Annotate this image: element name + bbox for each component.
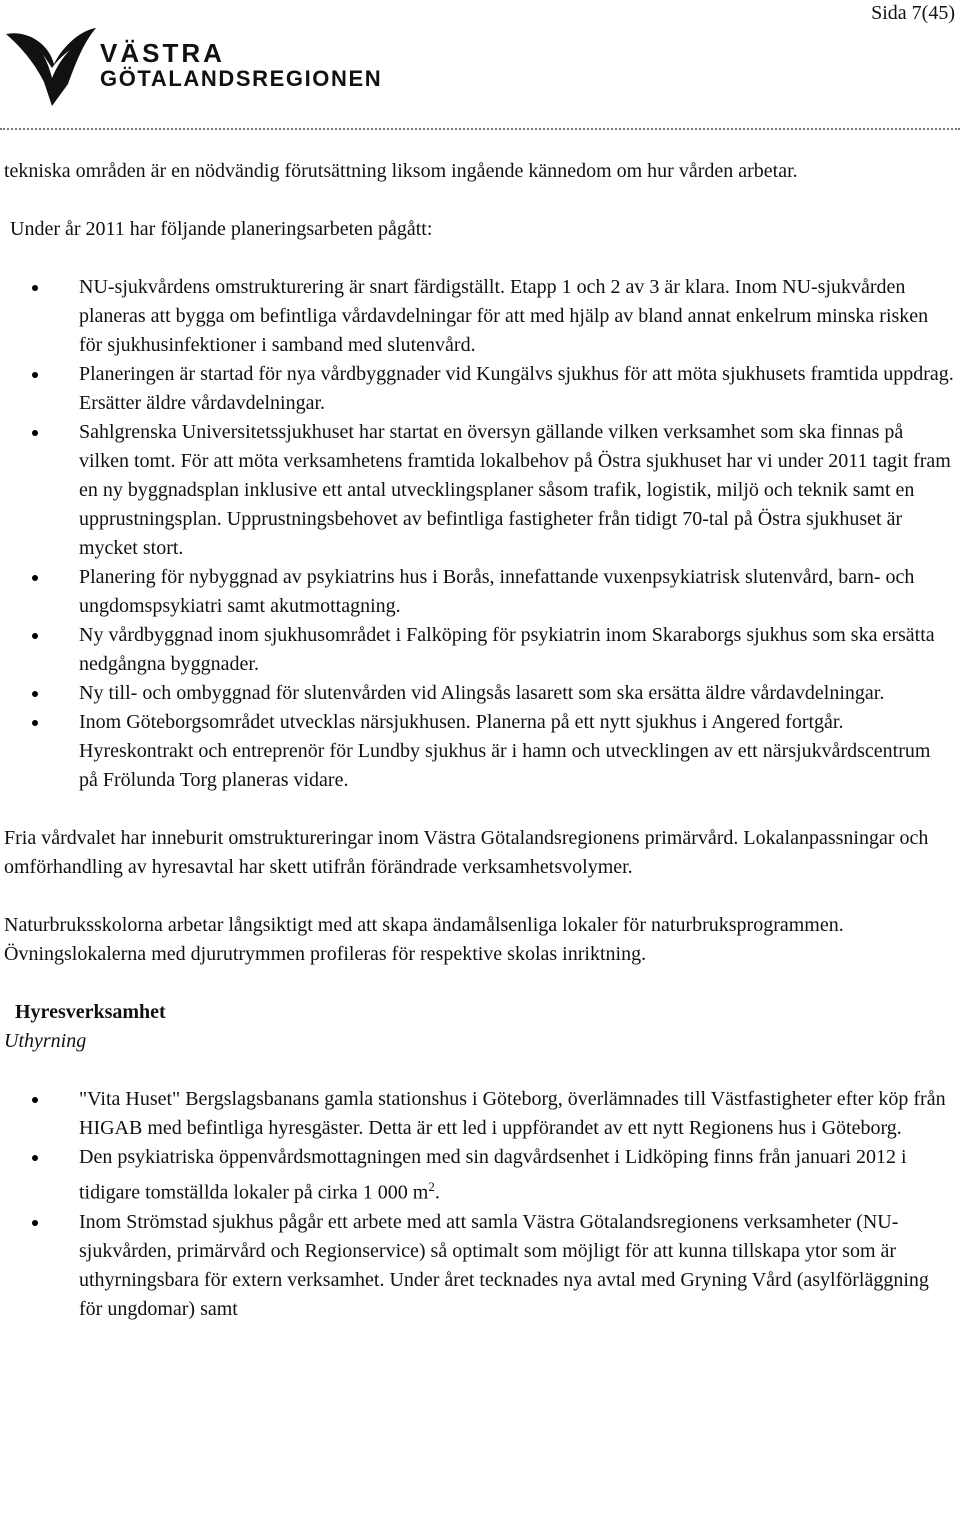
list-item: "Vita Huset" Bergslagsbanans gamla stationshus i Göteborg, överlämnades till Västfastigheter efter köp från HIGAB med befintliga hyresgäster. Detta är ett led i uppförandet av ett nytt Regionens hus i Göteborg. [4, 1085, 954, 1143]
list-item: Planeringen är startad för nya vårdbyggnader vid Kungälvs sjukhus för att möta sjukhusets framtida uppdrag. Ersätter äldre vårdavdelningar. [4, 360, 954, 418]
section-heading: Hyresverksamhet [15, 1001, 166, 1023]
vastra-gotalandsregionen-logo [4, 22, 384, 108]
list-item: Planering för nybyggnad av psykiatrins hus i Borås, innefattande vuxenpsykiatrisk slutenvård, barn- och ungdomspsykiatri samt akutmottagning. [4, 563, 954, 621]
svg-text:GÖTALANDSREGIONEN: GÖTALANDSREGIONEN [100, 66, 383, 91]
list-item: Inom Strömstad sjukhus pågår ett arbete med att samla Västra Götalandsregionens verksamheter (NU-sjukvården, primärvård och Regionservice) så optimalt som möjligt för att kunna tillskapa ytor som är uthyrningsbara för extern verksamhet. Under året tecknades nya avtal med Gryning Vård (asylförläggning för ungdomar) samt [4, 1208, 954, 1324]
list-item: Den psykiatriska öppenvårdsmottagningen med sin dagvårdsenhet i Lidköping finns från januari 2012 i tidigare tomställda lokaler på cirka 1 000 $m^2$. [4, 1143, 954, 1208]
list-item: NU-sjukvårdens omstrukturering är snart färdigställt. Etapp 1 och 2 av 3 är klara. Inom NU-sjukvården planeras att bygga om befintliga vårdavdelningar för att med hjälp av bland annat enkelrum minska risken för sjukhusinfektioner i samband med slutenvård. [4, 273, 954, 360]
bullet-icon [32, 372, 38, 378]
bullet-icon [32, 430, 38, 436]
svg-text:VÄSTRA: VÄSTRA [100, 38, 225, 68]
intro-paragraph: tekniska områden är en nödvändig förutsättning liksom ingående kännedom om hur vården arbetar. [4, 160, 798, 182]
list-item: Ny vårdbyggnad inom sjukhusområdet i Falköping för psykiatrin inom Skaraborgs sjukhus som ska ersätta nedgångna byggnader. [4, 621, 954, 679]
document-body [4, 157, 954, 1324]
bullet-icon [32, 720, 38, 726]
bullet-icon [32, 633, 38, 639]
page-number: Sida 7(45) [871, 2, 955, 24]
bullet-icon [32, 575, 38, 581]
bullet-icon [32, 691, 38, 697]
bullet-icon [32, 1220, 38, 1226]
planning-intro: Under år 2011 har följande planeringsarbeten pågått: [10, 218, 433, 240]
section-subheading: Uthyrning [4, 1030, 87, 1052]
primary-care-paragraph: Fria vårdvalet har inneburit omstruktureringar inom Västra Götalandsregionens primärvård. Lokalanpassningar och omförhandling av hyresavtal har skett utifrån förändrade verksamhetsvolymer. [4, 827, 929, 878]
bullet-icon [32, 285, 38, 291]
list-item: Sahlgrenska Universitetssjukhuset har startat en översyn gällande vilken verksamhet som ska finnas på vilken tomt. För att möta verksamhetens framtida lokalbehov på Östra sjukhuset har vi under 2011 tagit fram en ny byggnadsplan inklusive ett antal utvecklingsplaner såsom trafik, logistik, miljö och teknik samt en upprustningsplan. Upprustningsbehovet av befintliga fastigheter från tidigt 70-tal på Östra sjukhuset är mycket stort. [4, 418, 954, 563]
naturbruk-paragraph: Naturbruksskolorna arbetar långsiktigt med att skapa ändamålsenliga lokaler för naturbruksprogrammen. Övningslokalerna med djurutrymmen profileras för respektive skolas inriktning. [4, 914, 844, 965]
header-divider [0, 128, 960, 130]
planning-list [4, 273, 954, 795]
bullet-icon [32, 1155, 38, 1161]
list-item: Inom Göteborgsområdet utvecklas närsjukhusen. Planerna på ett nytt sjukhus i Angered fortgår. Hyreskontrakt och entreprenör för Lundby sjukhus är i hamn och utvecklingen av ett närsjukvårdscentrum på Frölunda Torg planeras vidare. [4, 708, 954, 795]
list-item: Ny till- och ombyggnad för slutenvården vid Alingsås lasarett som ska ersätta äldre vårdavdelningar. [4, 679, 954, 708]
rental-list [4, 1085, 954, 1324]
bullet-icon [32, 1097, 38, 1103]
